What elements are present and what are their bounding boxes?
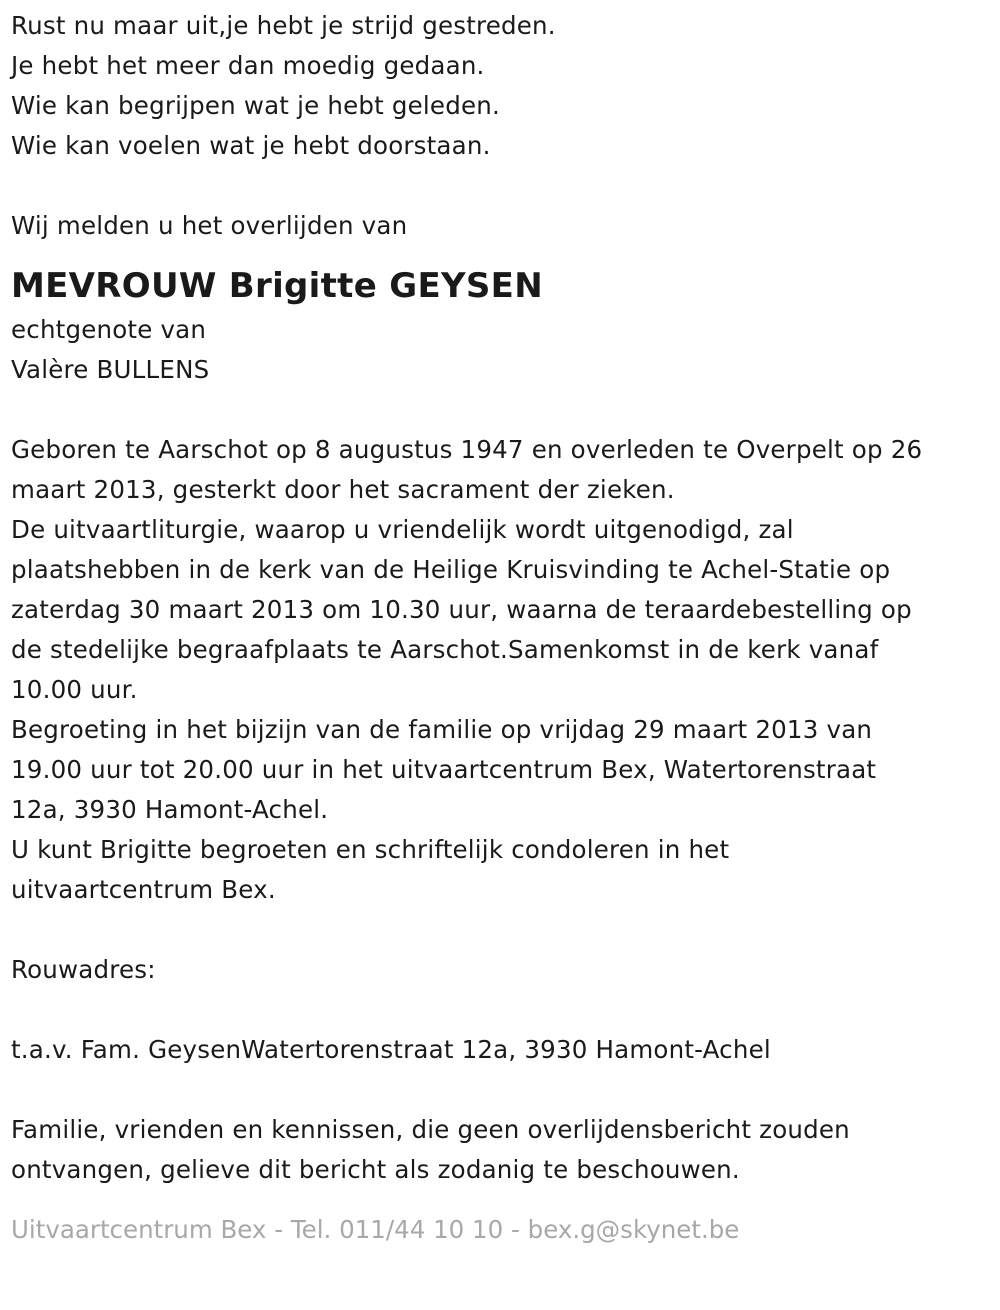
funeral-home-footer: Uitvaartcentrum Bex - Tel. 011/44 10 10 - bex.g@skynet.be bbox=[11, 1215, 740, 1244]
body-line: zaterdag 30 maart 2013 om 10.30 uur, waarna de teraardebestelling op bbox=[11, 595, 912, 624]
deceased-name: MEVROUW Brigitte GEYSEN bbox=[11, 266, 543, 306]
spacer bbox=[11, 1070, 986, 1110]
body-line: 12a, 3930 Hamont-Achel. bbox=[11, 795, 329, 824]
spacer bbox=[11, 390, 986, 430]
address-label: Rouwadres: bbox=[11, 955, 156, 984]
closing-line: Familie, vrienden en kennissen, die geen overlijdensbericht zouden bbox=[11, 1115, 850, 1144]
poem-line: Rust nu maar uit,je hebt je strijd gestreden. bbox=[11, 11, 556, 40]
obituary-document bbox=[11, 6, 986, 1250]
body-line: Begroeting in het bijzijn van de familie op vrijdag 29 maart 2013 van bbox=[11, 715, 873, 744]
obituary-body bbox=[11, 430, 986, 910]
body-line: maart 2013, gesterkt door het sacrament der zieken. bbox=[11, 475, 675, 504]
closing-line: ontvangen, gelieve dit bericht als zodanig te beschouwen. bbox=[11, 1155, 740, 1184]
address-value: t.a.v. Fam. GeysenWatertorenstraat 12a, 3930 Hamont-Achel bbox=[11, 1035, 771, 1064]
body-line: Geboren te Aarschot op 8 augustus 1947 en overleden te Overpelt op 26 bbox=[11, 435, 923, 464]
poem bbox=[11, 6, 986, 166]
poem-line: Wie kan begrijpen wat je hebt geleden. bbox=[11, 91, 500, 120]
body-line: de stedelijke begraafplaats te Aarschot.Samenkomst in de kerk vanaf bbox=[11, 635, 879, 664]
body-line: plaatshebben in de kerk van de Heilige Kruisvinding te Achel-Statie op bbox=[11, 555, 891, 584]
spacer bbox=[11, 910, 986, 950]
body-line: U kunt Brigitte begroeten en schriftelijk condoleren in het bbox=[11, 835, 730, 864]
spacer bbox=[11, 166, 986, 206]
relation-text: echtgenote van bbox=[11, 315, 207, 344]
spacer bbox=[11, 990, 986, 1030]
body-line: 10.00 uur. bbox=[11, 675, 138, 704]
poem-line: Wie kan voelen wat je hebt doorstaan. bbox=[11, 131, 491, 160]
body-line: uitvaartcentrum Bex. bbox=[11, 875, 276, 904]
announcement-text: Wij melden u het overlijden van bbox=[11, 211, 408, 240]
body-line: De uitvaartliturgie, waarop u vriendelijk wordt uitgenodigd, zal bbox=[11, 515, 794, 544]
closing-note bbox=[11, 1110, 986, 1190]
poem-line: Je hebt het meer dan moedig gedaan. bbox=[11, 51, 485, 80]
body-line: 19.00 uur tot 20.00 uur in het uitvaartcentrum Bex, Watertorenstraat bbox=[11, 755, 877, 784]
spouse-name: Valère BULLENS bbox=[11, 355, 210, 384]
